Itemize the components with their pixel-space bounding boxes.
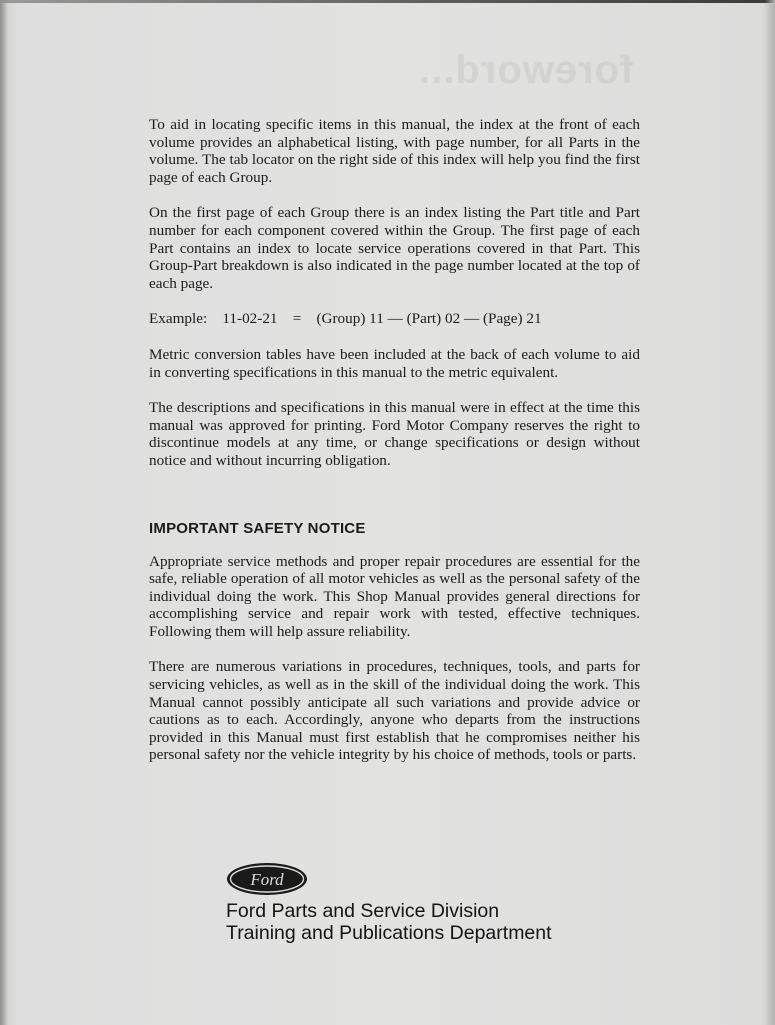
example-equals: = [292, 310, 302, 328]
main-content [149, 116, 640, 782]
page-number-example [149, 310, 640, 328]
top-edge-rule [0, 0, 775, 3]
ford-logo-text: Ford [250, 870, 284, 889]
intro-paragraph-index: To aid in locating specific items in this manual, the index at the front of each volume provides an alphabetical listing, with page number, for all Parts in the volume. The tab locator on the right side of this index will help you find the first page of each Group. [149, 116, 640, 186]
example-breakdown: (Group) 11 — (Part) 02 — (Page) 21 [316, 310, 542, 328]
example-label: Example: [149, 310, 208, 328]
bleed-through-title: foreword... [418, 48, 634, 92]
ford-oval-logo-icon [226, 862, 308, 896]
safety-paragraph-methods: Appropriate service methods and proper repair procedures are essential for the safe, reliable operation of all motor vehicles as well as the personal safety of the individual doing the work. This Shop Manual provides general directions for accomplishing service and repair work with tested, effective techniques. Following them will help assure reliability. [149, 552, 640, 640]
metric-paragraph: Metric conversion tables have been included at the back of each volume to aid in converting specifications in this manual to the metric equivalent. [149, 345, 640, 381]
safety-notice-heading: IMPORTANT SAFETY NOTICE [149, 519, 366, 537]
specifications-paragraph: The descriptions and specifications in this manual were in effect at the time this manual was approved for printing. Ford Motor Company reserves the right to discontinue models at any time, or change specifications or design without notice and without incurring obligation. [149, 399, 640, 469]
intro-paragraph-group-part: On the first page of each Group there is an index listing the Part title and Part number for each component covered within the Group. The first page of each Part contains an index to locate service operations covered in that Part. This Group-Part breakdown is also indicated in the page number located at the top of each page. [149, 204, 640, 292]
example-code: 11-02-21 [222, 310, 278, 328]
publisher-footer [226, 862, 646, 944]
department-name: Training and Publications Department [226, 922, 552, 944]
page-edge-shadow [765, 0, 775, 1025]
binding-shadow [0, 0, 8, 1025]
division-name: Ford Parts and Service Division [226, 900, 500, 922]
safety-paragraph-variations: There are numerous variations in procedures, techniques, tools, and parts for servicing vehicles, as well as in the skill of the individual doing the work. This Manual cannot possibly anticipate all such variations and provide advice or cautions as to each. Accordingly, anyone who departs from the instructions provided in this Manual must first establish that he compromises neither his personal safety nor the vehicle integrity by his choice of methods, tools or parts. [149, 658, 640, 764]
